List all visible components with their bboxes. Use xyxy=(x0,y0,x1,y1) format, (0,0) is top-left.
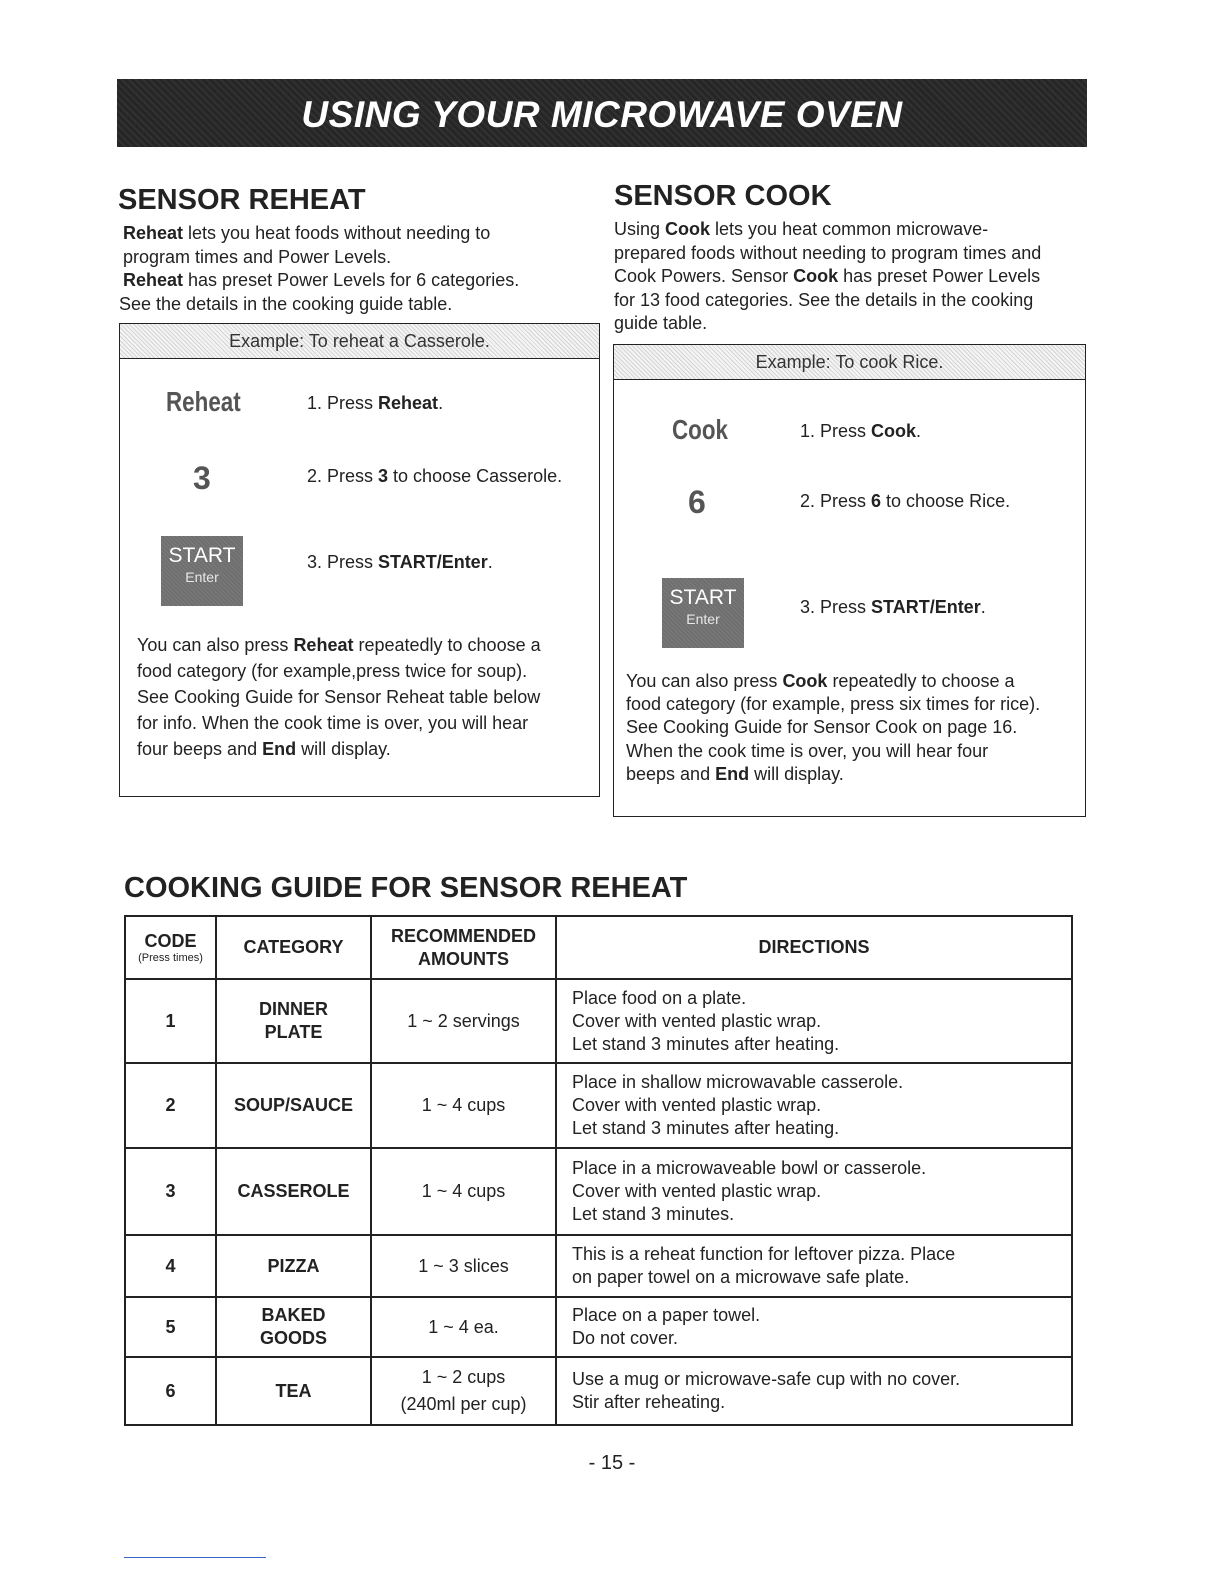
cook-step-1: 1. Press Cook. xyxy=(800,421,922,441)
cell-directions-line: Place in a microwaveable bowl or casserole. xyxy=(572,1158,927,1178)
cell-amount xyxy=(371,1357,556,1425)
table-row xyxy=(125,979,1072,1063)
sensor-cook-heading: SENSOR COOK xyxy=(614,180,832,212)
cook-start-key xyxy=(662,578,744,648)
note-line: You can also press Cook repeatedly to choose a xyxy=(626,671,1015,691)
reheat-number-key-label: 3 xyxy=(193,460,211,496)
sensor-reheat-heading: SENSOR REHEAT xyxy=(118,184,366,216)
page-number: - 15 - xyxy=(588,1452,636,1474)
intro-line: Reheat lets you heat foods without needing to xyxy=(123,223,491,243)
cell-amount-line: 1 ~ 4 cups xyxy=(421,1181,506,1201)
cell-category-line: TEA xyxy=(275,1380,312,1401)
cell-directions-line: Place in shallow microwavable casserole. xyxy=(572,1072,904,1092)
cooking-guide-heading: COOKING GUIDE FOR SENSOR REHEAT xyxy=(124,872,688,904)
banner-title: USING YOUR MICROWAVE OVEN xyxy=(301,94,903,135)
guide-table-body xyxy=(125,979,1072,1425)
cell-directions xyxy=(556,979,1072,1063)
cell-amount xyxy=(371,1063,556,1148)
header-code-sub: (Press times) xyxy=(138,951,203,964)
intro-line: guide table. xyxy=(614,313,708,333)
note-line: for info. When the cook time is over, you will hear xyxy=(137,713,529,733)
cook-note xyxy=(626,670,1040,786)
cook-step-2: 2. Press 6 to choose Rice. xyxy=(800,491,1011,511)
cell-directions-line: Let stand 3 minutes after heating. xyxy=(572,1118,840,1138)
cell-amount xyxy=(371,1297,556,1357)
note-line: See Cooking Guide for Sensor Reheat table below xyxy=(137,687,541,707)
cell-category-line: DINNER xyxy=(258,999,328,1019)
cell-category-line: PIZZA xyxy=(267,1255,320,1276)
cell-directions xyxy=(556,1063,1072,1148)
cell-directions-line: Do not cover. xyxy=(572,1328,679,1348)
page-banner xyxy=(117,79,1087,147)
intro-line: Reheat has preset Power Levels for 6 categories. xyxy=(123,270,520,290)
intro-line: Cook Powers. Sensor Cook has preset Power Levels xyxy=(614,266,1041,286)
cell-directions-line: Use a mug or microwave-safe cup with no cover. xyxy=(572,1369,961,1389)
footer-rule xyxy=(124,1557,266,1558)
cell-code: 6 xyxy=(125,1357,216,1425)
note-line: beeps and End will display. xyxy=(626,763,844,784)
cell-code: 5 xyxy=(125,1297,216,1357)
intro-line: See the details in the cooking guide table. xyxy=(119,293,453,314)
reheat-note xyxy=(137,632,541,762)
cell-category xyxy=(216,1357,371,1425)
cell-category xyxy=(216,1235,371,1297)
cooking-guide-table xyxy=(124,915,1073,1426)
table-row xyxy=(125,1297,1072,1357)
cell-amount-line: (240ml per cup) xyxy=(400,1394,527,1414)
cell-code: 3 xyxy=(125,1148,216,1235)
cell-directions-line: Stir after reheating. xyxy=(572,1392,726,1412)
table-row xyxy=(125,1148,1072,1235)
cell-amount xyxy=(371,1148,556,1235)
enter-key-label: Enter xyxy=(686,611,720,627)
intro-line: program times and Power Levels. xyxy=(123,246,392,267)
cell-category-line: GOODS xyxy=(259,1328,327,1348)
intro-line: prepared foods without needing to program times and xyxy=(614,242,1042,263)
cell-category-line: BAKED xyxy=(261,1305,326,1325)
cell-directions-line: Cover with vented plastic wrap. xyxy=(572,1010,822,1031)
header-code-label: CODE xyxy=(144,930,197,951)
start-key-label: START xyxy=(168,544,236,567)
cell-directions-line: This is a reheat function for leftover pizza. Place xyxy=(572,1244,956,1264)
table-row xyxy=(125,1235,1072,1297)
cell-directions-line: Place food on a plate. xyxy=(572,987,747,1008)
table-header-row xyxy=(125,916,1072,979)
cell-directions-line: Cover with vented plastic wrap. xyxy=(572,1095,822,1115)
header-code xyxy=(125,916,216,979)
cook-step-3: 3. Press START/Enter. xyxy=(800,597,986,617)
cell-directions xyxy=(556,1297,1072,1357)
cell-code: 4 xyxy=(125,1235,216,1297)
note-line: food category (for example, press six times for rice). xyxy=(626,694,1041,715)
cell-code: 2 xyxy=(125,1063,216,1148)
cell-amount xyxy=(371,1235,556,1297)
reheat-step-2: 2. Press 3 to choose Casserole. xyxy=(307,466,563,486)
cell-amount-line: 1 ~ 4 cups xyxy=(421,1095,506,1115)
cell-directions-line: on paper towel on a microwave safe plate. xyxy=(572,1267,910,1287)
note-line: See Cooking Guide for Sensor Cook on page 16. xyxy=(626,717,1018,738)
cell-directions xyxy=(556,1235,1072,1297)
enter-key-label: Enter xyxy=(185,569,219,585)
table-row xyxy=(125,1357,1072,1425)
cell-amount-line: 1 ~ 2 cups xyxy=(421,1367,506,1387)
cell-category xyxy=(216,979,371,1063)
reheat-example-title: Example: To reheat a Casserole. xyxy=(120,324,599,359)
header-category: CATEGORY xyxy=(216,916,371,979)
header-amounts xyxy=(371,916,556,979)
table-row xyxy=(125,1063,1072,1148)
reheat-key-label: Reheat xyxy=(166,386,241,417)
cell-directions xyxy=(556,1357,1072,1425)
note-line: When the cook time is over, you will hear four xyxy=(626,740,989,761)
cook-key-label: Cook xyxy=(672,414,728,445)
reheat-start-key xyxy=(161,536,243,606)
cell-amount xyxy=(371,979,556,1063)
header-directions: DIRECTIONS xyxy=(556,916,1072,979)
cell-directions-line: Cover with vented plastic wrap. xyxy=(572,1181,822,1201)
reheat-step-1: 1. Press Reheat. xyxy=(307,393,444,413)
reheat-step-3: 3. Press START/Enter. xyxy=(307,552,493,572)
cell-category-line: SOUP/SAUCE xyxy=(233,1095,354,1115)
note-line: You can also press Reheat repeatedly to choose a xyxy=(137,635,541,655)
cell-category xyxy=(216,1297,371,1357)
cell-category xyxy=(216,1063,371,1148)
cell-code: 1 xyxy=(125,979,216,1063)
intro-line: Using Cook lets you heat common microwave- xyxy=(614,219,989,239)
header-amounts-line: RECOMMENDED xyxy=(390,925,536,946)
sensor-reheat-intro xyxy=(119,222,519,316)
cook-example-title: Example: To cook Rice. xyxy=(614,345,1085,380)
cell-category xyxy=(216,1148,371,1235)
note-line: four beeps and End will display. xyxy=(137,739,391,759)
cell-directions xyxy=(556,1148,1072,1235)
cell-directions-line: Place on a paper towel. xyxy=(572,1305,761,1325)
intro-line: for 13 food categories. See the details in the cooking xyxy=(614,289,1034,310)
sensor-cook-intro xyxy=(614,218,1041,336)
cell-amount-line: 1 ~ 3 slices xyxy=(418,1255,509,1276)
header-amounts-line: AMOUNTS xyxy=(418,948,509,969)
cell-category-line: CASSEROLE xyxy=(237,1181,350,1201)
cell-amount-line: 1 ~ 4 ea. xyxy=(428,1316,499,1337)
note-line: food category (for example,press twice for soup). xyxy=(137,661,528,681)
cell-directions-line: Let stand 3 minutes after heating. xyxy=(572,1033,840,1054)
cook-number-key-label: 6 xyxy=(688,484,706,520)
cell-category-line: PLATE xyxy=(264,1022,323,1042)
start-key-label: START xyxy=(669,586,737,609)
cell-amount-line: 1 ~ 2 servings xyxy=(407,1010,520,1031)
cell-directions-line: Let stand 3 minutes. xyxy=(572,1204,735,1224)
